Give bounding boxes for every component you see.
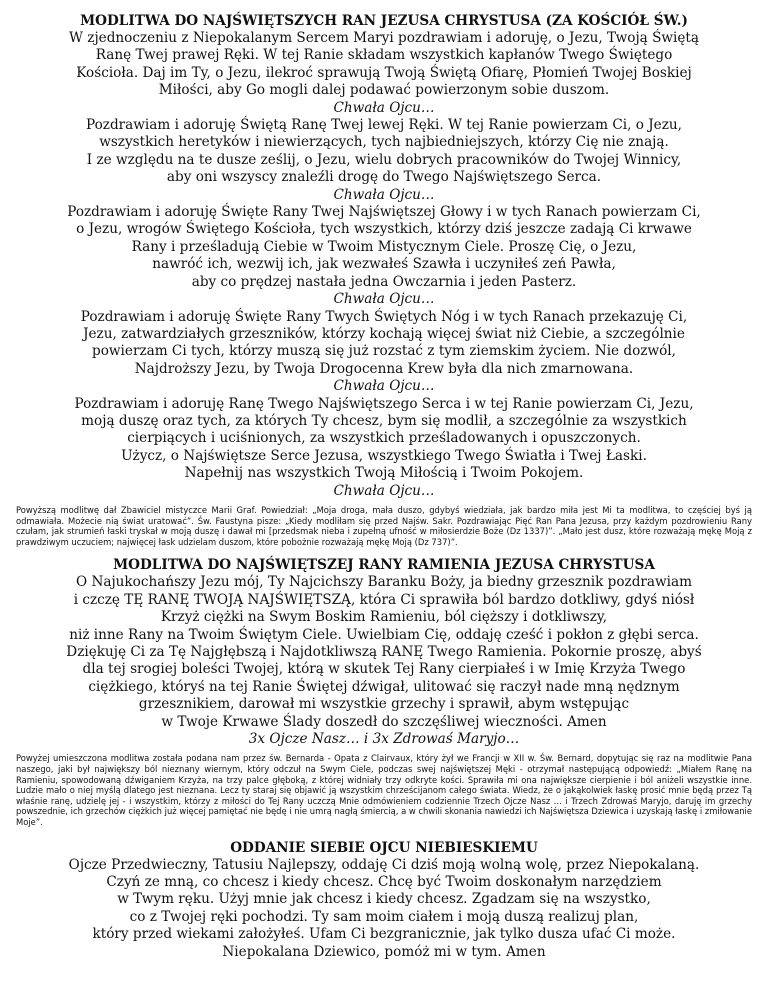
prayer-wounds-line: moją duszę oraz tych, za których Ty chcesz, bym się modlił, a szczególnie za wszystkich [81, 412, 687, 429]
prayer-wounds-line: Pozdrawiam i adoruję Święte Rany Twej Najświętszej Głowy i w tych Ranach powierzam Ci, [67, 204, 701, 221]
prayer-shoulder-line: w Twoje Krwawe Ślady doszedł do szczęśliwej wieczności. Amen [161, 713, 607, 730]
prayer-wounds-line: W zjednoczeniu z Niepokalanym Sercem Maryi pozdrawiam i adoruję, o Jezu, Twoją Świętą [68, 30, 700, 46]
prayer-shoulder-line: dla tej srogiej boleści Twojej, którą w skutek Tej Rany cierpiałeś i w Imię Krzyża Twego [82, 661, 686, 678]
prayer-wounds-line: Pozdrawiam i adoruję Święte Rany Twych Świętych Nóg i w tych Ranach przekazuję Ci, [80, 308, 688, 325]
self-offering-line: który przed wiekami założyłeś. Ufam Ci bezgranicznie, jak tylko dusza ufać Ci może. [92, 926, 676, 943]
prayer-wounds-line: Ranę Twej prawej Ręki. W tej Ranie składam wszystkich kapłanów Twego Świętego [95, 47, 673, 64]
self-offering-line: Ojcze Przedwieczny, Tatusiu Najlepszy, oddaję Ci dziś moją wolną wolę, przez Niepokalaną. [68, 856, 700, 873]
self-offering-line: co z Twojej ręki pochodzi. Ty sam moim ciałem i moją duszą realizuj plan, [129, 908, 639, 925]
prayer-shoulder-line: Krzyż ciężki na Swym Boskim Ramieniu, ból cięższy i dotkliwszy, [160, 609, 608, 626]
prayer-wounds-line: Kościoła. Daj im Ty, o Jezu, ilekroć sprawują Twoją Świętą Ofiarę, Płomień Twojej Boskiej [76, 64, 692, 81]
prayer-wounds-line: Chwała Ojcu… [333, 99, 435, 116]
prayer-wounds-line: o Jezu, wrogów Świętego Kościoła, tych wszystkich, którzy dziś jeszcze zadają Ci krwawe [76, 221, 692, 238]
prayer-wounds-line: Miłości, aby Go mogli dalej podawać powierzonym sobie duszom. [158, 82, 610, 99]
prayer-shoulder-line: i czczę TĘ RANĘ TWOJĄ NAJŚWIĘTSZĄ, która Ci sprawiła ból bardzo dotkliwy, gdyś niósł [73, 591, 695, 608]
prayer-wounds-line: I ze względu na te dusze ześlij, o Jezu, wielu dobrych pracowników do Twojej Winnicy, [86, 151, 682, 168]
self-offering-title: ODDANIE SIEBIE OJCU NIEBIESKIEMU [230, 839, 538, 856]
prayer-wounds-line: wszystkich heretyków i niewierzących, tych najbiedniejszych, którzy Cię nie znają. [99, 134, 669, 151]
prayer-wounds-body [16, 30, 752, 500]
prayer-shoulder-section [16, 557, 752, 827]
prayer-shoulder-body [16, 574, 752, 748]
prayer-shoulder-line: grzesznikiem, darował mi wszystkie grzechy i sprawił, abym wstępując [138, 696, 630, 713]
prayer-wounds-line: Użycz, o Najświętsze Serce Jezusa, wszystkiego Twego Światła i Twej Łaski. [121, 447, 647, 464]
prayer-shoulder-note: Powyżej umieszczona modlitwa została podana nam przez św. Bernarda - Opata z Clairvaux, który żył we Francji w XII w. Św. Bernard, dopytując się raz na modlitwie Pana naszego, jaki był największy ból nieznany wiernym, który odczuł na Swym Ciele, podczas swej najświętszej Męki - otrzymał następującą odpowiedź: „Miałem Ranę na Ramieniu, spowodowaną dźwiganiem Krzyża, na trzy palce głęboką, z której widniały trzy odkryte kości. Sprawiła mi ona największe cierpienie i ból aniżeli wszystkie inne. Ludzie mało o niej myślą dlatego jest nieznana. Lecz ty staraj się objawić ją wszystkim chrześcijanom całego świata. Wiedz, że o jakąkolwiek łaskę prosić mnie będą przez Tą właśnie ranę, udzielę jej - i wszystkim, którzy z miłości do Tej Rany uczczą Mnie odmówieniem codziennie Trzech Ojcze Nasz … i Trzech Zdrowaś Maryjo, daruję im grzechy powszednie, ich grzechów ciężkich już więcej pamiętać nie będę i nie umrą nagłą śmiercią, a w chwili skonania nawiedzi ich Najświętsza Dziewica i uzyskają łaskę i zmiłowanie Moje”. [16, 753, 752, 827]
prayer-shoulder-line: O Najukochańszy Jezu mój, Ty Najcichszy Baranku Boży, ja biedny grzesznik pozdrawiam [76, 574, 692, 591]
prayer-wounds-line: Chwała Ojcu… [333, 291, 435, 308]
prayer-shoulder-line: Dziękuję Ci za Tę Najgłębszą i Najdotkliwszą RANĘ Twego Ramienia. Pokornie proszę, abyś [66, 643, 702, 660]
prayer-wounds-line: aby oni wszyscy znaleźli drogę do Twego Najświętszego Serca. [166, 169, 602, 186]
prayer-wounds-line: Chwała Ojcu… [333, 378, 435, 395]
prayer-wounds-line: Najdroższy Jezu, by Twoja Drogocenna Krew była dla nich zmarnowana. [134, 360, 634, 377]
self-offering-section [16, 840, 752, 961]
prayer-wounds-line: Chwała Ojcu… [333, 482, 435, 499]
prayer-wounds-title: MODLITWA DO NAJŚWIĘTSZYCH RAN JEZUSA CHRYSTUSA (ZA KOŚCIÓŁ ŚW.) [80, 13, 688, 29]
document-page [16, 0, 752, 961]
prayer-wounds-line: aby co prędzej nastała jedna Owczarnia i jeden Pasterz. [191, 273, 577, 290]
prayer-wounds-line: Pozdrawiam i adoruję Świętą Ranę Twej lewej Ręki. W tej Ranie powierzam Ci, o Jezu, [86, 117, 682, 134]
prayer-wounds-line: powierzam Ci tych, którzy muszą się już rozstać z tym ziemskim życiem. Nie dozwól, [92, 343, 676, 360]
prayer-shoulder-line: ciężkiego, któryś na tej Ranie Świętej dźwigał, ulitować się raczył nade mną nędznym [88, 678, 680, 695]
self-offering-line: w Twym ręku. Użyj mnie jak chcesz i kiedy chcesz. Zgadzam się na wszystko, [117, 891, 651, 908]
prayer-wounds-line: Napełnij nas wszystkich Twoją Miłością i Twoim Pokojem. [184, 465, 584, 482]
prayer-wounds-line: nawróć ich, wezwij ich, jak wezwałeś Szawła i uczyniłeś zeń Pawła, [152, 256, 616, 273]
prayer-wounds-line: cierpiących i uciśnionych, za wszystkich prześladowanych i opuszczonych. [127, 430, 641, 447]
self-offering-body [16, 857, 752, 961]
prayer-wounds-line: Pozdrawiam i adoruję Ranę Twego Najświętszego Serca i w tej Ranie powierzam Ci, Jezu, [74, 395, 694, 412]
prayer-wounds-line: Chwała Ojcu… [333, 186, 435, 203]
prayer-wounds-section [16, 13, 752, 547]
self-offering-line: Niepokalana Dziewico, pomóż mi w tym. Amen [222, 943, 546, 960]
prayer-shoulder-line: 3x Ojcze Nasz… i 3x Zdrowaś Maryjo… [248, 731, 520, 747]
prayer-wounds-note: Powyższą modlitwę dał Zbawiciel mistyczce Marii Graf. Powiedział: „Moja droga, mała duszo, gdybyś wiedziała, jak bardzo miła jest Mi ta modlitwa, to częściej byś ją odmawiała. Możecie nią świat uratować”. Św. Faustyna pisze: „Kiedy modliłam się przed Najśw. Sakr. Pozdrawiając Pięć Ran Pana Jezusa, przy każdym pozdrowieniu Rany czułam, jak strumień łaski tryskał w moją duszę i dawał mi [przedsmak nieba i zupełną ufność w miłosierdzie Boże (Dz 1337)”. „Mało jest dusz, które rozważają mękę Moją z prawdziwym uczuciem; najwięcej łask udzielam duszom, które pobożnie rozważają mękę Moją (Dz 737)”. [16, 504, 752, 547]
prayer-shoulder-line: niż inne Rany na Twoim Świętym Ciele. Uwielbiam Cię, oddaję cześć i pokłon z głębi serca. [69, 626, 699, 643]
prayer-wounds-line: Rany i prześladują Ciebie w Twoim Mistycznym Ciele. Proszę Cię, o Jezu, [131, 238, 637, 255]
self-offering-line: Czyń ze mną, co chcesz i kiedy chcesz. Chcę być Twoim doskonałym narzędziem [106, 873, 662, 890]
prayer-shoulder-title: MODLITWA DO NAJŚWIĘTSZEJ RANY RAMIENIA JEZUSA CHRYSTUSA [113, 557, 655, 574]
prayer-wounds-line: Jezu, zatwardziałych grzeszników, którzy kochają więcej świat niż Ciebie, a szczególnie [83, 325, 685, 342]
